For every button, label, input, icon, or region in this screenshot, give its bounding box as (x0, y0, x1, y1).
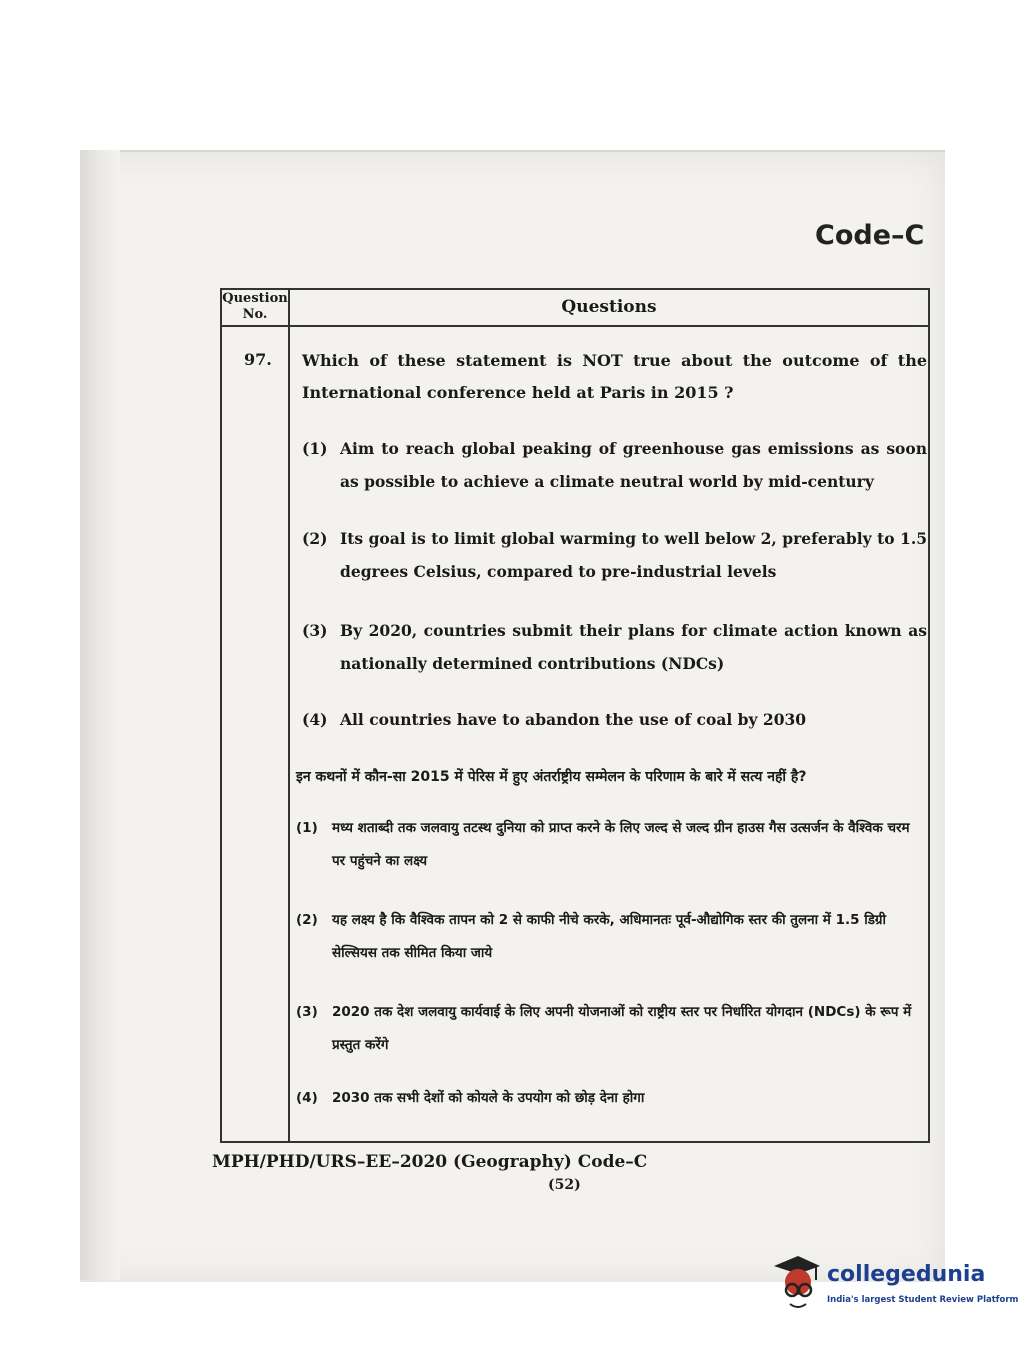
option-text: 2020 तक देश जलवायु कार्यवाई के लिए अपनी योजनाओं को राष्ट्रीय स्तर पर निर्धारित योगदान (NDCs) के रूप में प्रस्तुत करेंगे (332, 1004, 912, 1053)
option-hi-1 (296, 812, 926, 878)
option-number: (1) (296, 820, 318, 836)
question-text-english: Which of these statement is NOT true about the outcome of the International conference held at Paris in 2015 ? (302, 351, 927, 402)
option-number: (2) (296, 912, 318, 928)
option-number: (3) (296, 1004, 318, 1020)
option-text: Its goal is to limit global warming to well below 2, preferably to 1.5 degrees Celsius, compared to pre-industrial levels (340, 529, 927, 581)
option-number: (2) (302, 529, 328, 548)
option-hi-3 (296, 996, 926, 1062)
option-en-2 (302, 522, 927, 588)
option-number: (3) (302, 621, 328, 640)
option-text: Aim to reach global peaking of greenhouse gas emissions as soon as possible to achieve a climate neutral world by mid-century (340, 439, 927, 491)
option-en-3 (302, 614, 927, 680)
option-number: (4) (302, 710, 328, 729)
column-header-questions: Questions (290, 290, 928, 327)
column-header-no-label: Question No. (222, 291, 288, 322)
option-text: By 2020, countries submit their plans for climate action known as nationally determined contributions (NDCs) (340, 621, 927, 673)
option-hi-2 (296, 904, 926, 970)
question-number: 97. (244, 350, 272, 369)
option-text: 2030 तक सभी देशों को कोयले के उपयोग को छोड़ देना होगा (332, 1090, 645, 1106)
option-en-1 (302, 432, 927, 498)
paper-edge (80, 150, 120, 1280)
column-header-no (222, 290, 290, 327)
column-divider (288, 327, 290, 1141)
footer-exam-code: MPH/PHD/URS–EE–2020 (Geography) Code–C (212, 1152, 648, 1172)
student-mascot-icon (770, 1252, 824, 1316)
option-number: (4) (296, 1090, 318, 1106)
brand-name: collegedunia (827, 1262, 986, 1287)
collegedunia-watermark (770, 1252, 1019, 1322)
question-text-hindi: इन कथनों में कौन-सा 2015 में पेरिस में हुए अंतर्राष्ट्रीय सम्मेलन के परिणाम के बारे में सत्य नहीं है? (296, 769, 807, 785)
brand-tagline: India's largest Student Review Platform (827, 1295, 1019, 1305)
page-number: (52) (548, 1177, 581, 1193)
option-text: यह लक्ष्य है कि वैश्विक तापन को 2 से काफी नीचे करके, अधिमानतः पूर्व-औद्योगिक स्तर की तुलना में 1.5 डिग्री सेल्सियस तक सीमित किया जाये (332, 912, 887, 961)
option-number: (1) (302, 439, 328, 458)
option-hi-4 (296, 1082, 926, 1115)
option-text: मध्य शताब्दी तक जलवायु तटस्थ दुनिया को प्राप्त करने के लिए जल्द से जल्द ग्रीन हाउस गैस उत्सर्जन के वैश्विक चरम पर पहुंचने का लक्ष्य (332, 820, 910, 869)
code-label: Code–C (815, 220, 925, 251)
option-en-4 (302, 703, 927, 736)
option-text: All countries have to abandon the use of coal by 2030 (340, 710, 807, 729)
question-table (220, 288, 930, 1143)
